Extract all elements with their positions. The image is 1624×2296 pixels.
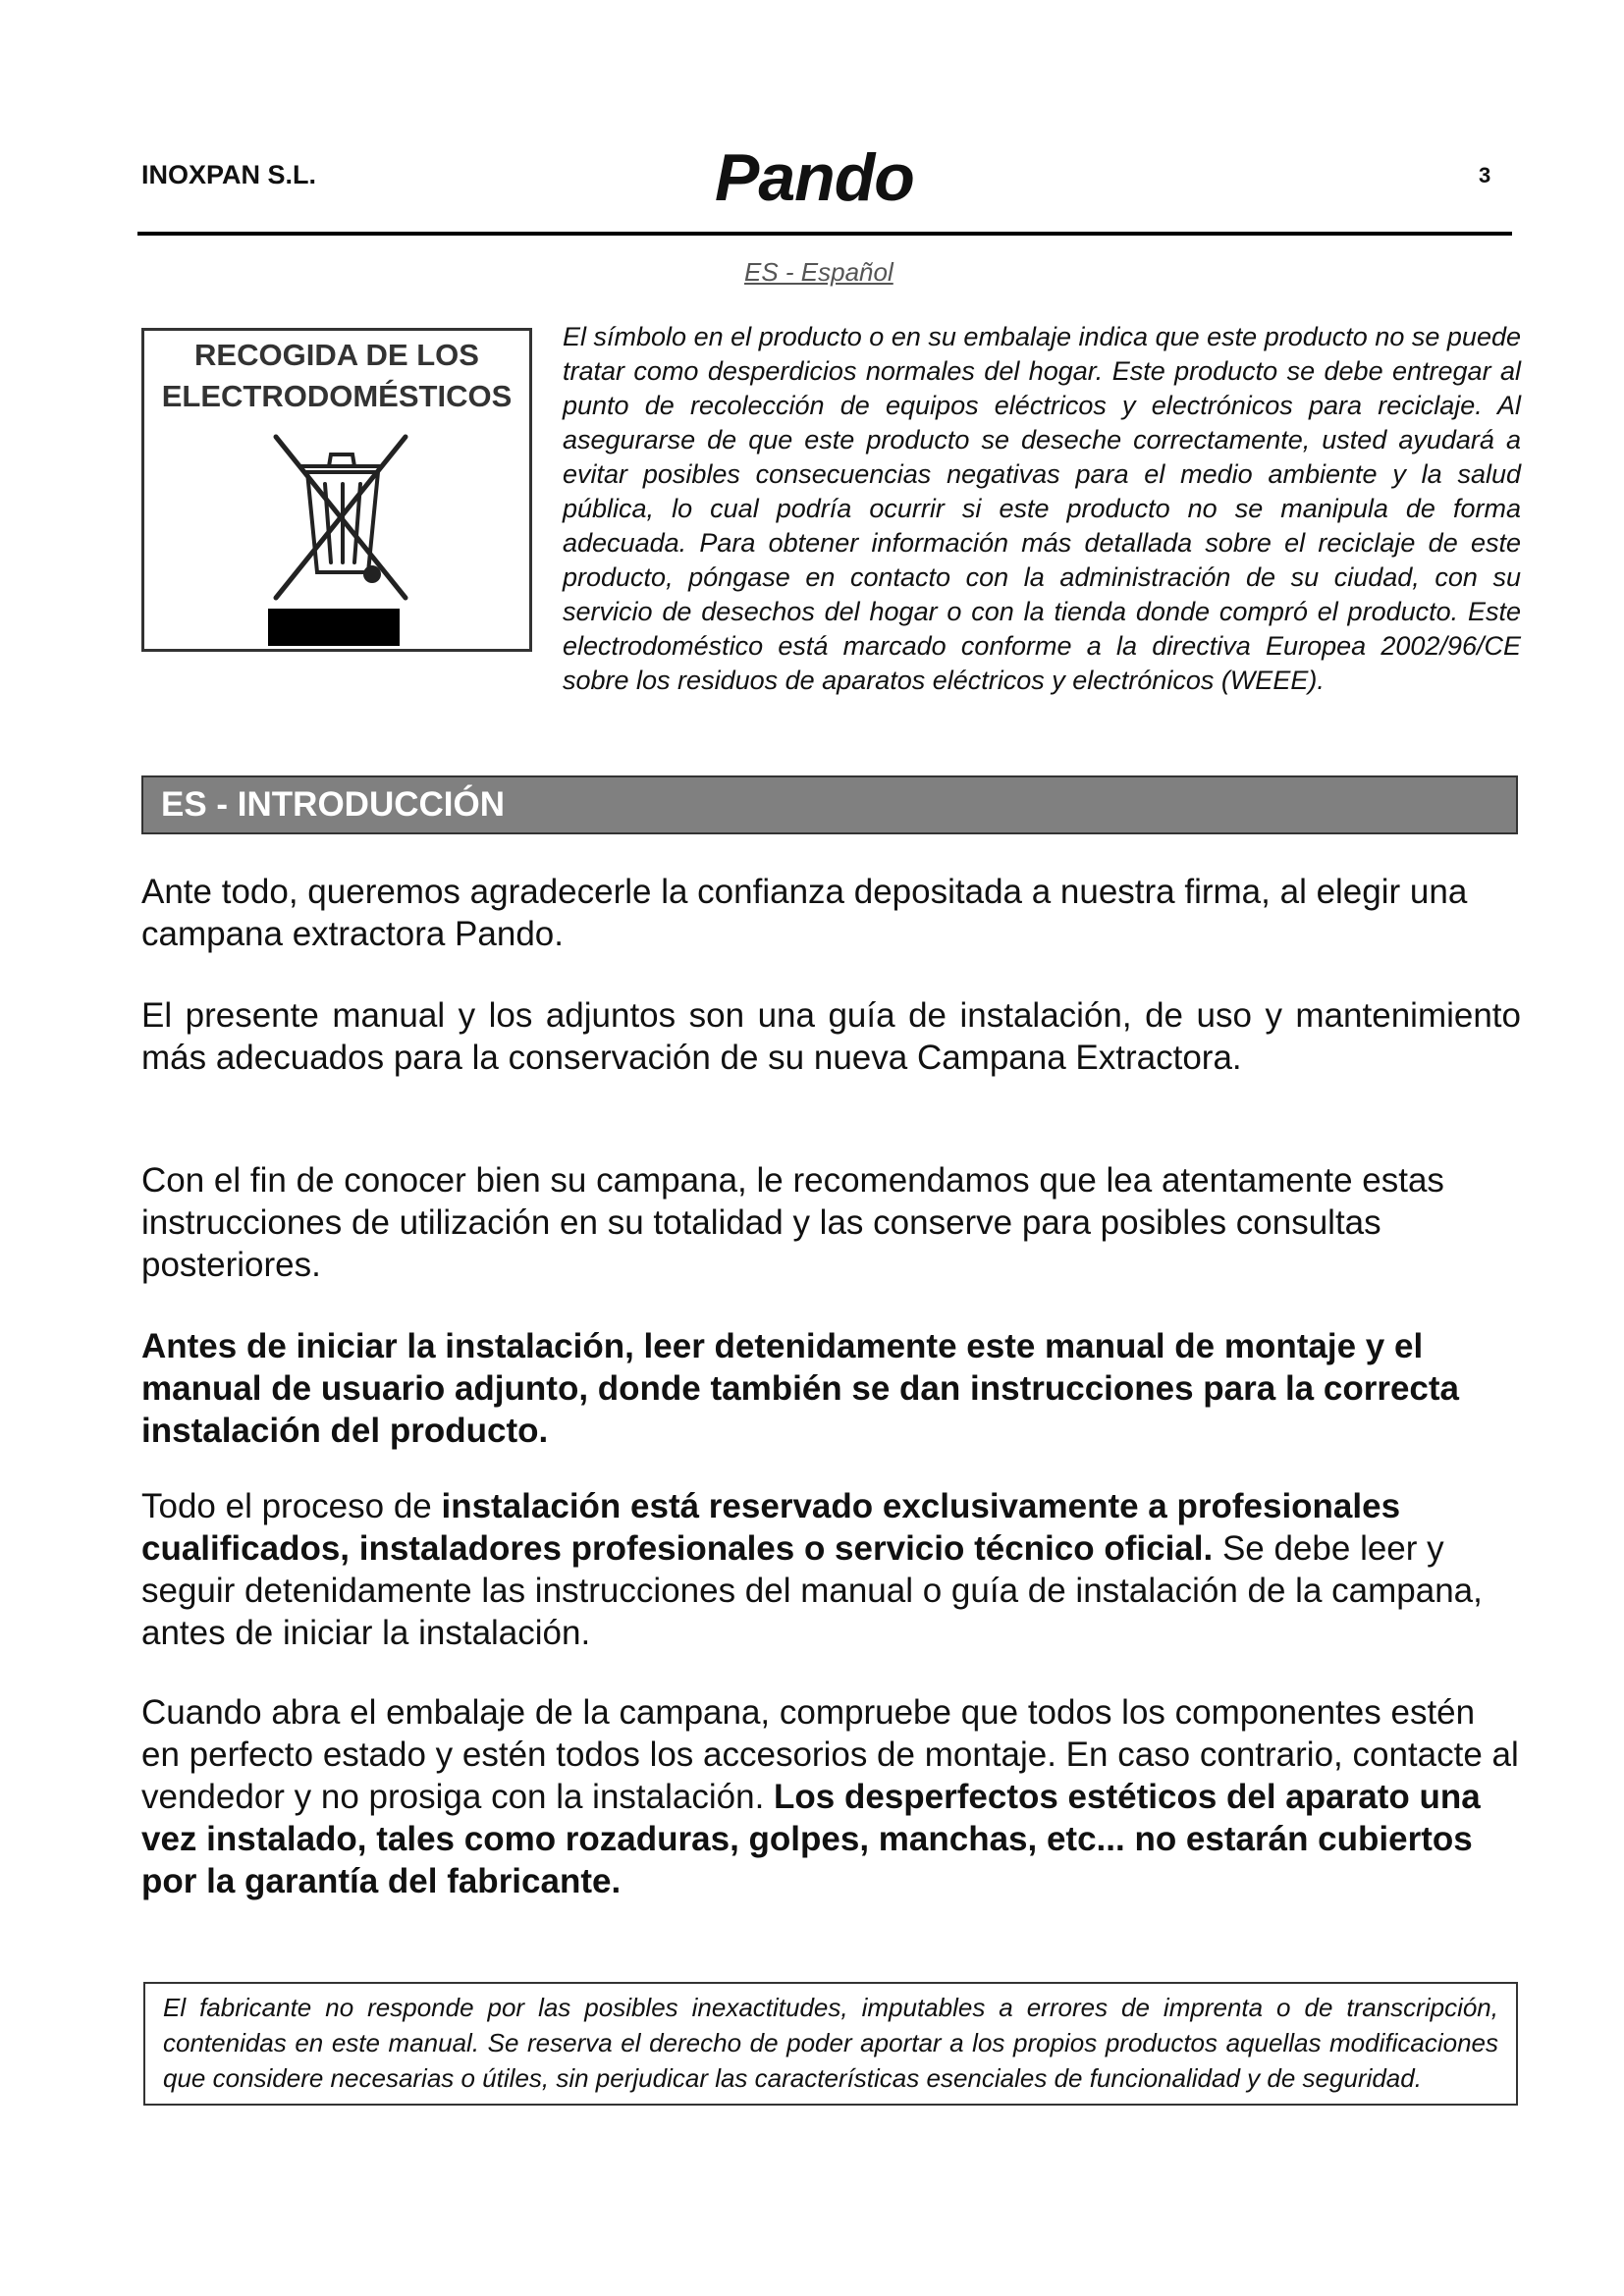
weee-notice-paragraph: El símbolo en el producto o en su embalaje indica que este producto no se puede tratar como desperdicios normales del hogar. Este producto se debe entregar al punto de recolección de equipos eléctricos y electrónicos para reciclaje. Al asegurarse de que este producto se deseche correctamente, usted ayudará a evitar posibles consecuencias negativas para el medio ambiente y la salud pública, lo cual podría ocurrir si este producto no se manipula de forma adecuada. Para obtener información más detallada sobre el reciclaje de este producto, póngase en contacto con la administración de su ciudad, con su servicio de desechos del hogar o con la tienda donde compró el producto. Este electrodoméstico está marcado conforme a la directiva Europea 2002/96/CE sobre los residuos de aparatos eléctricos y electrónicos (WEEE). — [563, 322, 1521, 695]
paragraph-text: El presente manual y los adjuntos son una guía de instalación, de uso y mantenimiento más adecuados para la conservación de su nueva Campana Extractora. — [141, 996, 1521, 1077]
page-number: 3 — [1479, 163, 1491, 187]
paragraph-text — [141, 1485, 1521, 1654]
disclaimer-box — [143, 1982, 1518, 2106]
company-name: INOXPAN S.L. — [141, 160, 317, 189]
weee-symbol-box — [141, 328, 532, 652]
intro-paragraph-6 — [141, 1691, 1521, 1902]
section-heading-bar — [141, 775, 1518, 834]
intro-paragraph-5 — [141, 1485, 1521, 1654]
paragraph-5-start: Todo el proceso de — [141, 1487, 442, 1525]
weee-box-title-line2: ELECTRODOMÉSTICOS — [161, 379, 513, 413]
section-title: ES - INTRODUCCIÓN — [161, 785, 505, 824]
weee-notice-text — [563, 320, 1521, 698]
brand-logo: Pando — [715, 140, 914, 215]
disclaimer-text: El fabricante no responde por las posibles inexactitudes, imputables a errores de imprenta o de transcripción, contenidas en este manual. Se reserva el derecho de poder aportar a los propios productos aquellas modificaciones que considere necesarias o útiles, sin perjudicar las características esenciales de funcionalidad y de seguridad. — [163, 1993, 1498, 2093]
paragraph-6-bold: Los desperfectos estéticos del aparato una vez instalado, tales como rozaduras, golpes, manchas, etc... no estarán cubiertos por la garantía del fabricante. — [141, 1778, 1481, 1900]
paragraph-text: Ante todo, queremos agradecerle la confianza depositada a nuestra firma, al elegir una campana extractora Pando. — [141, 873, 1468, 953]
weee-box-title — [144, 331, 529, 417]
paragraph-5-end: Se debe leer y seguir detenidamente las instrucciones del manual o guía de instalación de la campana, antes de iniciar la instalación. — [141, 1529, 1483, 1652]
weee-marking-bar — [268, 609, 400, 646]
weee-box-title-line1: RECOGIDA DE LOS — [194, 338, 479, 372]
crossed-out-wheelie-bin-icon — [262, 425, 419, 612]
language-link[interactable]: ES - Español — [744, 257, 893, 287]
paragraph-text — [141, 1691, 1521, 1902]
paragraph-5-bold: instalación está reservado exclusivamente a profesionales cualificados, instaladores profesionales o servicio técnico oficial. — [141, 1487, 1401, 1568]
paragraph-text: Antes de iniciar la instalación, leer detenidamente este manual de montaje y el manual de usuario adjunto, donde también se dan instrucciones para la correcta instalación del producto. — [141, 1327, 1459, 1450]
intro-paragraph-1 — [141, 871, 1521, 955]
paragraph-text: Con el fin de conocer bien su campana, le recomendamos que lea atentamente estas instrucciones de utilización en su totalidad y las conserve para posibles consultas posteriores. — [141, 1161, 1444, 1284]
intro-paragraph-2 — [141, 994, 1521, 1079]
header-divider — [137, 232, 1512, 236]
intro-paragraph-4-bold — [141, 1325, 1521, 1452]
intro-paragraph-3 — [141, 1159, 1521, 1286]
paragraph-6-start: Cuando abra el embalaje de la campana, compruebe que todos los componentes estén en perfecto estado y estén todos los accesorios de montaje. En caso contrario, contacte al vendedor y no prosiga con la instalación. — [141, 1693, 1519, 1816]
